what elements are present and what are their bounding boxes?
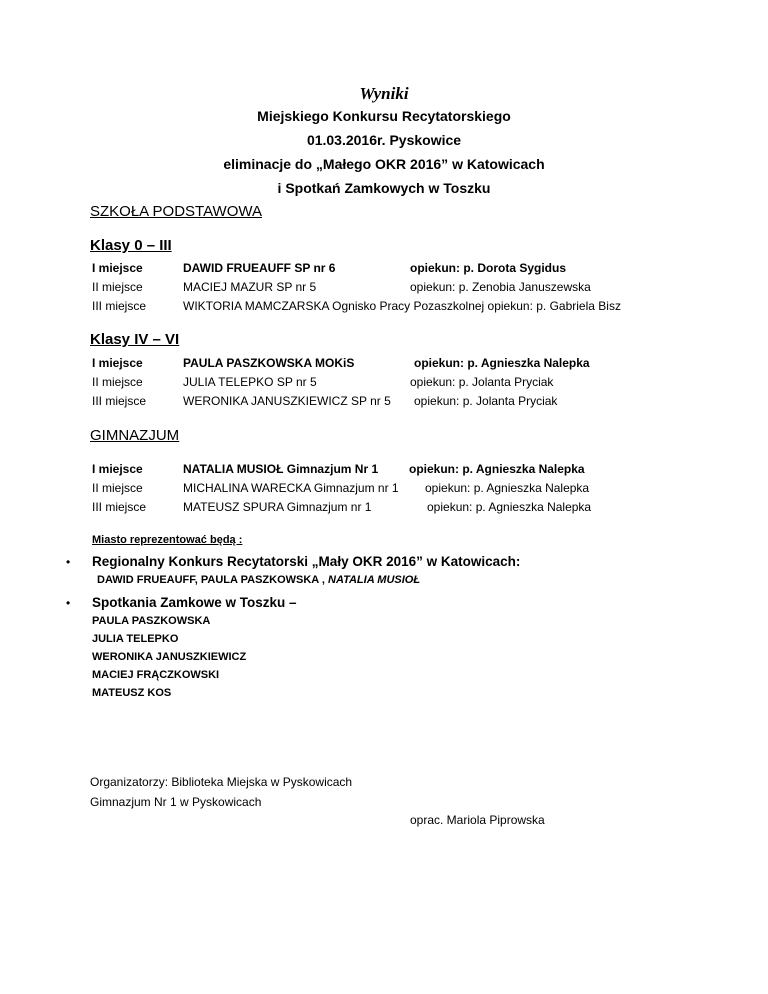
place-label: II miejsce [92,280,143,294]
place-label: II miejsce [92,375,143,389]
participant-name: MATEUSZ SPURA Gimnazjum nr 1 [183,500,372,514]
organizers-line-1: Organizatorzy: Biblioteka Miejska w Pyskowicach [90,775,353,789]
bullet-icon: • [66,555,71,569]
bullet-okr-title: Regionalny Konkurs Recytatorski „Mały OKR 2016” w Katowicach: [92,554,521,569]
title-line-4: i Spotkań Zamkowych w Toszku [277,180,491,196]
bullet-icon: • [66,596,71,610]
result-row [92,280,692,298]
result-row [92,500,692,518]
okr-names-italic: NATALIA MUSIOŁ [328,574,421,586]
participant-name: MACIEJ MAZUR SP nr 5 [183,280,317,294]
opiekun-label: opiekun: p. Agnieszka Nalepka [427,500,592,514]
place-label: III miejsce [92,299,147,313]
miasto-heading: Miasto reprezentować będą : [92,534,243,546]
author-credit: oprac. Mariola Piprowska [410,813,545,827]
list-item: WERONIKA JANUSZKIEWICZ [92,651,247,663]
okr-names [97,574,420,586]
result-row [92,375,692,393]
participant-name: WERONIKA JANUSZKIEWICZ SP nr 5 [183,394,391,408]
opiekun-label: opiekun: p. Agnieszka Nalepka [409,462,585,476]
place-label: I miejsce [92,261,143,275]
okr-names-plain: DAWID FRUEAUFF, PAULA PASZKOWSKA , [97,574,328,586]
participant-name: DAWID FRUEAUFF SP nr 6 [183,261,336,275]
opiekun-label: opiekun: p. Jolanta Pryciak [410,375,554,389]
participant-name: WIKTORIA MAMCZARSKA Ognisko Pracy Pozaszkolnej opiekun: p. Gabriela Bisz [183,299,621,313]
result-row [92,261,692,279]
title-line-1: Miejskiego Konkursu Recytatorskiego [257,108,511,124]
heading-klasy-0-3: Klasy 0 – III [90,237,172,254]
bullet-toszek-title: Spotkania Zamkowe w Toszku – [92,595,297,610]
organizers-line-2: Gimnazjum Nr 1 w Pyskowicach [90,795,262,809]
section-szkola-podstawowa: SZKOŁA PODSTAWOWA [90,203,262,220]
place-label: III miejsce [92,500,147,514]
list-item: JULIA TELEPKO [92,633,179,645]
result-row [92,299,692,317]
participant-name: PAULA PASZKOWSKA MOKiS [183,356,355,370]
opiekun-label: opiekun: p. Jolanta Pryciak [414,394,558,408]
result-row [92,394,692,412]
result-row [92,462,692,480]
result-row [92,481,692,499]
place-label: II miejsce [92,481,143,495]
place-label: III miejsce [92,394,147,408]
opiekun-label: opiekun: p. Agnieszka Nalepka [414,356,590,370]
document-title: Wyniki [359,84,409,103]
opiekun-label: opiekun: p. Dorota Sygidus [410,261,567,275]
participant-name: NATALIA MUSIOŁ Gimnazjum Nr 1 [183,462,379,476]
section-gimnazjum: GIMNAZJUM [90,427,180,444]
place-label: I miejsce [92,462,143,476]
opiekun-label: opiekun: p. Agnieszka Nalepka [425,481,590,495]
list-item: MACIEJ FRĄCZKOWSKI [92,669,220,681]
participant-name: MICHALINA WARECKA Gimnazjum nr 1 [183,481,399,495]
list-item: MATEUSZ KOS [92,687,172,699]
participant-name: JULIA TELEPKO SP nr 5 [183,375,317,389]
result-row [92,356,692,374]
opiekun-label: opiekun: p. Zenobia Januszewska [410,280,591,294]
title-line-3: eliminacje do „Małego OKR 2016” w Katowicach [223,156,545,172]
list-item: PAULA PASZKOWSKA [92,615,211,627]
heading-klasy-4-6: Klasy IV – VI [90,331,180,348]
place-label: I miejsce [92,356,143,370]
title-line-2: 01.03.2016r. Pyskowice [306,132,462,148]
